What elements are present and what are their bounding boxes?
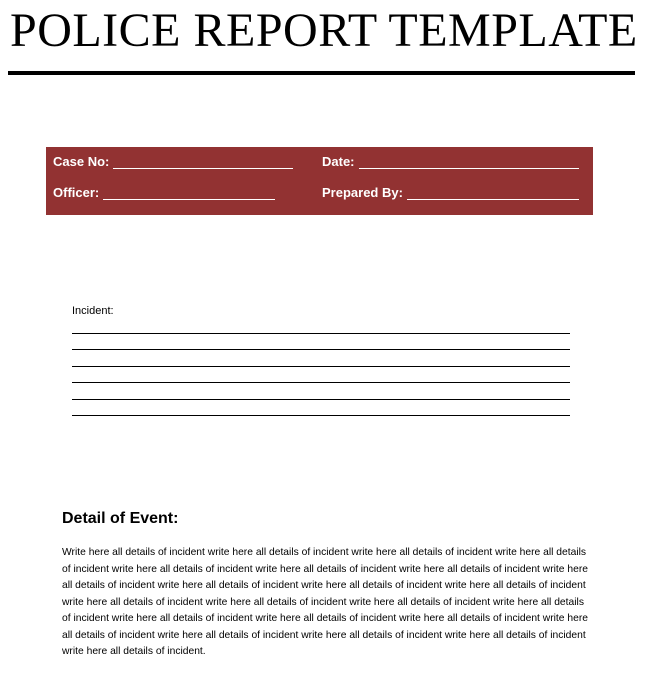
incident-line[interactable] bbox=[72, 399, 570, 400]
incident-label: Incident: bbox=[72, 305, 114, 317]
officer-field bbox=[53, 185, 275, 200]
detail-heading: Detail of Event: bbox=[62, 510, 179, 527]
incident-lines[interactable] bbox=[72, 333, 570, 431]
incident-line[interactable] bbox=[72, 349, 570, 350]
case-header-box bbox=[46, 147, 593, 215]
officer-label: Officer: bbox=[53, 185, 100, 200]
date-blank[interactable] bbox=[359, 156, 579, 169]
incident-line[interactable] bbox=[72, 333, 570, 334]
document-title: POLICE REPORT TEMPLATE bbox=[10, 4, 638, 57]
date-label: Date: bbox=[322, 154, 355, 169]
case-no-label: Case No: bbox=[53, 154, 110, 169]
incident-line[interactable] bbox=[72, 366, 570, 367]
prepared-by-field bbox=[322, 185, 579, 200]
prepared-by-blank[interactable] bbox=[407, 187, 579, 200]
case-no-blank[interactable] bbox=[113, 156, 293, 169]
detail-body: Write here all details of incident write here all details of incident write here all details of incident write here all details of incident write here all details of incident write here all details of incident write here all details of incident write here all details of incident write here all details of incident write here all details of incident write here all details of incident write here all details of incident write here all details of incident write here all details of incident write here all details of incident write here all details of incident write here all details of incident write here all details of incident write here all details of incident write here all details of incident write here all details of incident write here all details of incident write here all details of incident. bbox=[62, 547, 588, 657]
incident-line[interactable] bbox=[72, 382, 570, 383]
case-no-field bbox=[53, 154, 293, 169]
title-divider bbox=[8, 71, 635, 75]
date-field bbox=[322, 154, 579, 169]
prepared-by-label: Prepared By: bbox=[322, 185, 403, 200]
officer-blank[interactable] bbox=[103, 187, 275, 200]
incident-line[interactable] bbox=[72, 415, 570, 416]
